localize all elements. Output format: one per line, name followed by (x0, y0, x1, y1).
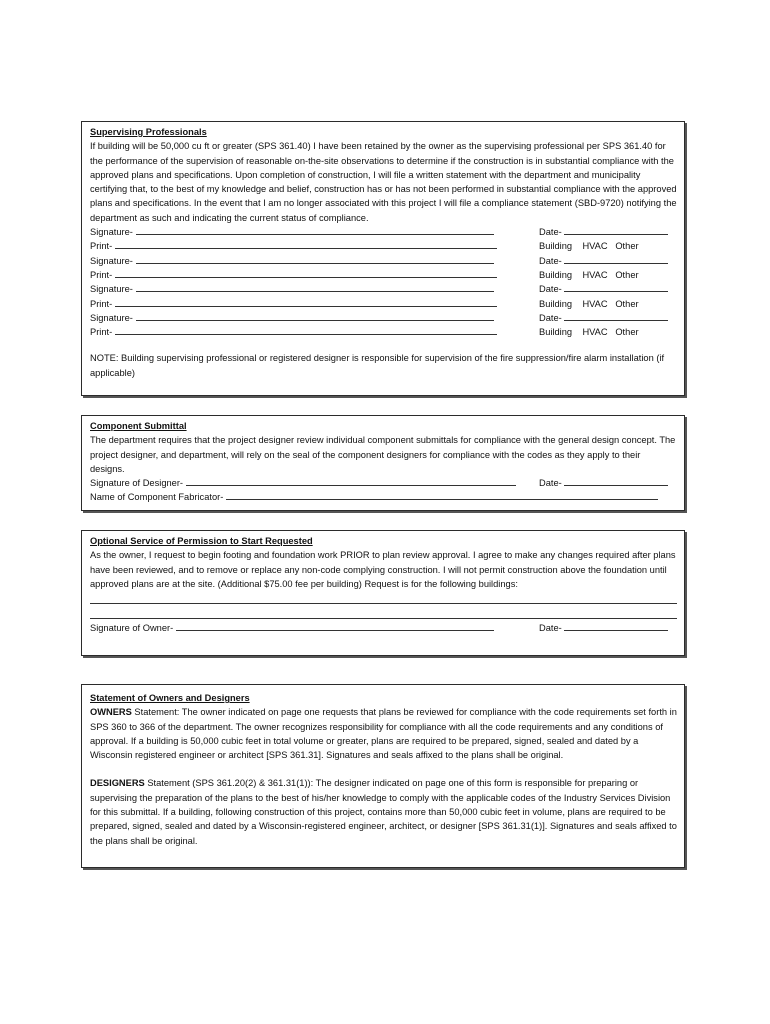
signature-line[interactable] (136, 225, 494, 235)
signature-row: Signature- Date- (90, 282, 677, 296)
print-line[interactable] (115, 239, 497, 249)
building-option[interactable]: Building (539, 269, 573, 280)
buildings-line[interactable] (90, 591, 677, 604)
section-body: The department requires that the project designer review individual component submittals for compliance with the general design concept. The project designer, and department, will rely on the seal of the component designers for compliance with the codes as they apply to their designs. (90, 435, 676, 474)
other-option[interactable]: Other (615, 269, 639, 280)
print-line[interactable] (115, 297, 497, 307)
component-submittal-section (81, 415, 685, 511)
section-body: As the owner, I request to begin footing and foundation work PRIOR to plan review approval. I agree to make any changes required after plans have been reviewed, and to remove or replace any non-code complying construction. I will not permit construction above the foundation until approved plans are at the site. (Additional $75.00 fee per building) Request is for the following buildings: (90, 550, 676, 589)
signature-line[interactable] (136, 311, 494, 321)
optional-service-section (81, 530, 685, 656)
date-line[interactable] (564, 254, 668, 264)
hvac-option[interactable]: HVAC (582, 241, 608, 252)
date-line[interactable] (564, 476, 668, 486)
hvac-option[interactable]: HVAC (582, 269, 608, 280)
buildings-line[interactable] (90, 606, 677, 619)
signature-line[interactable] (136, 282, 494, 292)
note-text: NOTE: Building supervising professional or registered designer is responsible for supervision of the fire suppression/fire alarm installation (if applicable) (90, 353, 665, 378)
print-line[interactable] (115, 325, 497, 335)
section-title: Component Submittal (90, 421, 187, 431)
owner-signature-line[interactable] (176, 621, 494, 631)
signature-line[interactable] (136, 254, 494, 264)
section-title: Supervising Professionals (90, 127, 207, 137)
section-body: If building will be 50,000 cu ft or greater (SPS 361.40) I have been retained by the owner as the supervising professional per SPS 361.40 for the performance of the supervision of reasonable on-the-site observations to determine if the construction is in substantial compliance with the approved plans and specifications. Upon completion of construction, I will file a written statement with the department and municipality certifying that, to the best of my knowledge and belief, construction has or has not been performed in substantial compliance with the approved plans and specifications. In the event that I am no longer associated with this project I will file a compliance statement (SBD-9720) notifying the department as such and indicating the current status of compliance. (90, 141, 677, 223)
print-line[interactable] (115, 268, 497, 278)
print-row: Print- Building HVAC Other (90, 239, 677, 253)
building-option[interactable]: Building (539, 241, 573, 252)
print-row: Print- Building HVAC Other (90, 297, 677, 311)
hvac-option[interactable]: HVAC (582, 327, 608, 338)
date-line[interactable] (564, 282, 668, 292)
signature-row: Signature- Date- (90, 225, 677, 239)
owner-signature-row: Signature of Owner- Date- (90, 621, 677, 635)
statement-section (81, 684, 685, 868)
hvac-option[interactable]: HVAC (582, 298, 608, 309)
print-row: Print- Building HVAC Other (90, 268, 677, 282)
fabricator-row: Name of Component Fabricator- (90, 490, 677, 504)
section-title: Statement of Owners and Designers (90, 693, 250, 703)
owners-statement: OWNERS Statement: The owner indicated on page one requests that plans be reviewed for compliance with the code requirements set forth in SPS 360 to 366 of the department. The owner recognizes responsibility for compliance with all the code requirements and any conditions of approval. If a building is 50,000 cubic feet in total volume or greater, plans are required to be prepared, signed, sealed and dated by a Wisconsin registered engineer or architect [SPS 361.31]. Signatures and seals affixed to the plans shall be original. (90, 707, 677, 761)
other-option[interactable]: Other (615, 327, 639, 338)
building-option[interactable]: Building (539, 327, 573, 338)
signature-row: Signature- Date- (90, 311, 677, 325)
designer-signature-line[interactable] (186, 476, 516, 486)
section-title: Optional Service of Permission to Start Requested (90, 536, 313, 546)
building-option[interactable]: Building (539, 298, 573, 309)
designer-signature-row: Signature of Designer- Date- (90, 476, 677, 490)
designers-statement: DESIGNERS Statement (SPS 361.20(2) & 361.31(1)): The designer indicated on page one of this form is responsible for preparing or supervising the preparation of the plans to the best of his/her knowledge to comply with the applicable codes of the Industry Services Division for this submittal. If a building, following construction of this project, contains more than 50,000 cubic feet in volume, plans are required to be prepared, signed, sealed and dated by a Wisconsin-registered engineer, architect, or designer [SPS 361.31(1)]. Signatures and seals affixed to the plans shall be original. (90, 778, 677, 846)
other-option[interactable]: Other (615, 241, 639, 252)
fabricator-line[interactable] (226, 490, 658, 500)
signature-row: Signature- Date- (90, 254, 677, 268)
print-row: Print- Building HVAC Other (90, 325, 677, 339)
date-line[interactable] (564, 621, 668, 631)
other-option[interactable]: Other (615, 298, 639, 309)
date-line[interactable] (564, 311, 668, 321)
supervising-professionals-section (81, 121, 685, 396)
date-line[interactable] (564, 225, 668, 235)
